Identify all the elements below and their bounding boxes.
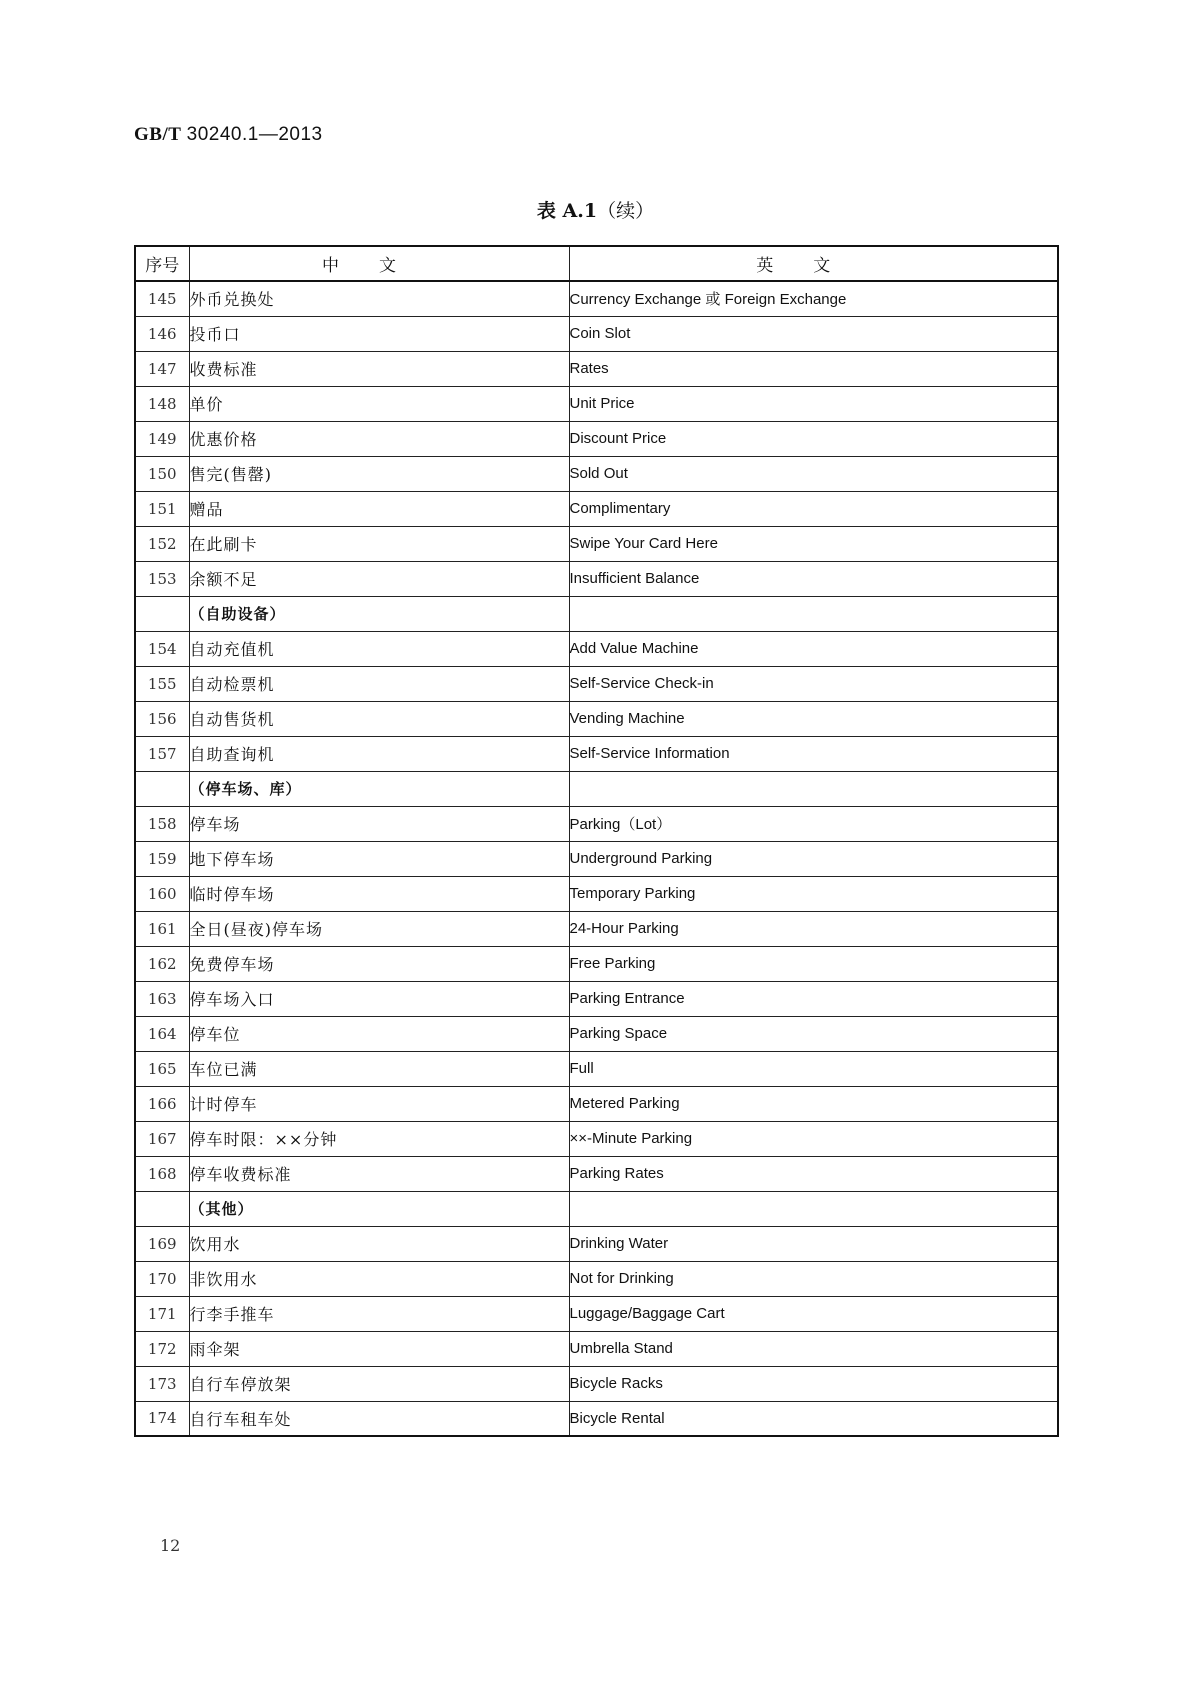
- row-chinese: 免费停车场: [189, 946, 569, 981]
- row-number: 161: [135, 911, 189, 946]
- row-number: 145: [135, 281, 189, 316]
- row-number: 170: [135, 1261, 189, 1296]
- section-row: [135, 596, 1058, 631]
- table-row: [135, 1366, 1058, 1401]
- row-chinese: 行李手推车: [189, 1296, 569, 1331]
- standard-code: [134, 124, 323, 146]
- table-row: [135, 841, 1058, 876]
- table-row: [135, 981, 1058, 1016]
- row-number: 149: [135, 421, 189, 456]
- row-english: [569, 771, 1058, 806]
- row-english: Vending Machine: [569, 701, 1058, 736]
- row-number: 151: [135, 491, 189, 526]
- row-english: Temporary Parking: [569, 876, 1058, 911]
- row-number: 164: [135, 1016, 189, 1051]
- row-number: 155: [135, 666, 189, 701]
- row-english: Parking（Lot）: [569, 806, 1058, 841]
- section-row: [135, 1191, 1058, 1226]
- table-row: [135, 316, 1058, 351]
- row-chinese: 地下停车场: [189, 841, 569, 876]
- row-chinese: 临时停车场: [189, 876, 569, 911]
- row-number: 167: [135, 1121, 189, 1156]
- column-header-no: 序号: [135, 246, 189, 281]
- row-english: Coin Slot: [569, 316, 1058, 351]
- row-english: Bicycle Racks: [569, 1366, 1058, 1401]
- row-number: 163: [135, 981, 189, 1016]
- row-number: 159: [135, 841, 189, 876]
- row-english: Not for Drinking: [569, 1261, 1058, 1296]
- row-chinese: 自助查询机: [189, 736, 569, 771]
- row-chinese: 停车收费标准: [189, 1156, 569, 1191]
- row-chinese: 停车位: [189, 1016, 569, 1051]
- table-row: [135, 526, 1058, 561]
- row-chinese: 计时停车: [189, 1086, 569, 1121]
- table-row: [135, 806, 1058, 841]
- table-row: [135, 281, 1058, 316]
- row-number: 162: [135, 946, 189, 981]
- row-chinese: 停车场: [189, 806, 569, 841]
- row-number: 154: [135, 631, 189, 666]
- table-row: [135, 491, 1058, 526]
- row-chinese: （其他）: [189, 1191, 569, 1226]
- row-chinese: 自行车停放架: [189, 1366, 569, 1401]
- column-header-chinese: 中文: [189, 246, 569, 281]
- table-header-row: [135, 246, 1058, 281]
- row-number: 174: [135, 1401, 189, 1436]
- table-row: [135, 1261, 1058, 1296]
- row-number: 148: [135, 386, 189, 421]
- row-english: Underground Parking: [569, 841, 1058, 876]
- row-chinese: 雨伞架: [189, 1331, 569, 1366]
- row-number: 166: [135, 1086, 189, 1121]
- row-chinese: 在此刷卡: [189, 526, 569, 561]
- row-chinese: 余额不足: [189, 561, 569, 596]
- row-number: 152: [135, 526, 189, 561]
- terms-table: [134, 245, 1059, 1437]
- table-caption: [0, 196, 1191, 223]
- row-english: Parking Entrance: [569, 981, 1058, 1016]
- table-caption-suffix: （续）: [597, 200, 655, 222]
- row-chinese: 车位已满: [189, 1051, 569, 1086]
- table-row: [135, 1401, 1058, 1436]
- row-chinese: 自动充值机: [189, 631, 569, 666]
- table-row: [135, 876, 1058, 911]
- standard-number: 30240.1—2013: [186, 124, 323, 145]
- row-chinese: 非饮用水: [189, 1261, 569, 1296]
- row-chinese: 优惠价格: [189, 421, 569, 456]
- row-english: Bicycle Rental: [569, 1401, 1058, 1436]
- table-row: [135, 561, 1058, 596]
- table-row: [135, 1051, 1058, 1086]
- row-english: Umbrella Stand: [569, 1331, 1058, 1366]
- table-row: [135, 351, 1058, 386]
- table-row: [135, 386, 1058, 421]
- row-english: Unit Price: [569, 386, 1058, 421]
- row-chinese: 单价: [189, 386, 569, 421]
- page-number: 12: [160, 1536, 181, 1555]
- row-english: Self-Service Check-in: [569, 666, 1058, 701]
- row-chinese: 赠品: [189, 491, 569, 526]
- row-number: 157: [135, 736, 189, 771]
- row-english: Self-Service Information: [569, 736, 1058, 771]
- row-english: Full: [569, 1051, 1058, 1086]
- row-english: Sold Out: [569, 456, 1058, 491]
- row-english: Currency Exchange 或 Foreign Exchange: [569, 281, 1058, 316]
- table-row: [135, 1086, 1058, 1121]
- row-number: 165: [135, 1051, 189, 1086]
- row-chinese: 投币口: [189, 316, 569, 351]
- column-header-english: 英文: [569, 246, 1058, 281]
- table-row: [135, 1016, 1058, 1051]
- section-row: [135, 771, 1058, 806]
- row-english: Parking Rates: [569, 1156, 1058, 1191]
- row-number: 168: [135, 1156, 189, 1191]
- table-row: [135, 1121, 1058, 1156]
- row-chinese: 全日(昼夜)停车场: [189, 911, 569, 946]
- row-number: 171: [135, 1296, 189, 1331]
- row-chinese: 停车时限：××分钟: [189, 1121, 569, 1156]
- row-english: Free Parking: [569, 946, 1058, 981]
- table-row: [135, 456, 1058, 491]
- row-number: 153: [135, 561, 189, 596]
- table-row: [135, 421, 1058, 456]
- row-english: Luggage/Baggage Cart: [569, 1296, 1058, 1331]
- row-english: Swipe Your Card Here: [569, 526, 1058, 561]
- row-number: 146: [135, 316, 189, 351]
- standard-prefix: GB/T: [134, 124, 182, 145]
- row-number: [135, 771, 189, 806]
- table-row: [135, 1331, 1058, 1366]
- row-english: Add Value Machine: [569, 631, 1058, 666]
- table-row: [135, 1296, 1058, 1331]
- row-english: [569, 1191, 1058, 1226]
- table-body: [135, 281, 1058, 1436]
- table-row: [135, 666, 1058, 701]
- table-row: [135, 1226, 1058, 1261]
- row-chinese: 自动售货机: [189, 701, 569, 736]
- row-number: 173: [135, 1366, 189, 1401]
- table-row: [135, 1156, 1058, 1191]
- row-number: [135, 596, 189, 631]
- row-number: 172: [135, 1331, 189, 1366]
- row-chinese: 自行车租车处: [189, 1401, 569, 1436]
- row-chinese: 自动检票机: [189, 666, 569, 701]
- row-chinese: 售完(售罄): [189, 456, 569, 491]
- row-number: 150: [135, 456, 189, 491]
- row-chinese: 外币兑换处: [189, 281, 569, 316]
- row-number: 156: [135, 701, 189, 736]
- row-number: 160: [135, 876, 189, 911]
- row-chinese: （停车场、库）: [189, 771, 569, 806]
- row-chinese: 饮用水: [189, 1226, 569, 1261]
- row-english: Drinking Water: [569, 1226, 1058, 1261]
- row-english: [569, 596, 1058, 631]
- row-number: 158: [135, 806, 189, 841]
- table-row: [135, 631, 1058, 666]
- table-row: [135, 911, 1058, 946]
- row-english: ××-Minute Parking: [569, 1121, 1058, 1156]
- row-english: Parking Space: [569, 1016, 1058, 1051]
- row-number: 147: [135, 351, 189, 386]
- table-row: [135, 736, 1058, 771]
- row-chinese: （自助设备）: [189, 596, 569, 631]
- row-english: Insufficient Balance: [569, 561, 1058, 596]
- row-english: Discount Price: [569, 421, 1058, 456]
- row-english: Complimentary: [569, 491, 1058, 526]
- table-caption-label: 表 A.1: [536, 200, 598, 222]
- row-number: 169: [135, 1226, 189, 1261]
- row-chinese: 停车场入口: [189, 981, 569, 1016]
- row-english: 24-Hour Parking: [569, 911, 1058, 946]
- table-row: [135, 946, 1058, 981]
- row-english: Metered Parking: [569, 1086, 1058, 1121]
- table-row: [135, 701, 1058, 736]
- row-chinese: 收费标准: [189, 351, 569, 386]
- row-english: Rates: [569, 351, 1058, 386]
- row-number: [135, 1191, 189, 1226]
